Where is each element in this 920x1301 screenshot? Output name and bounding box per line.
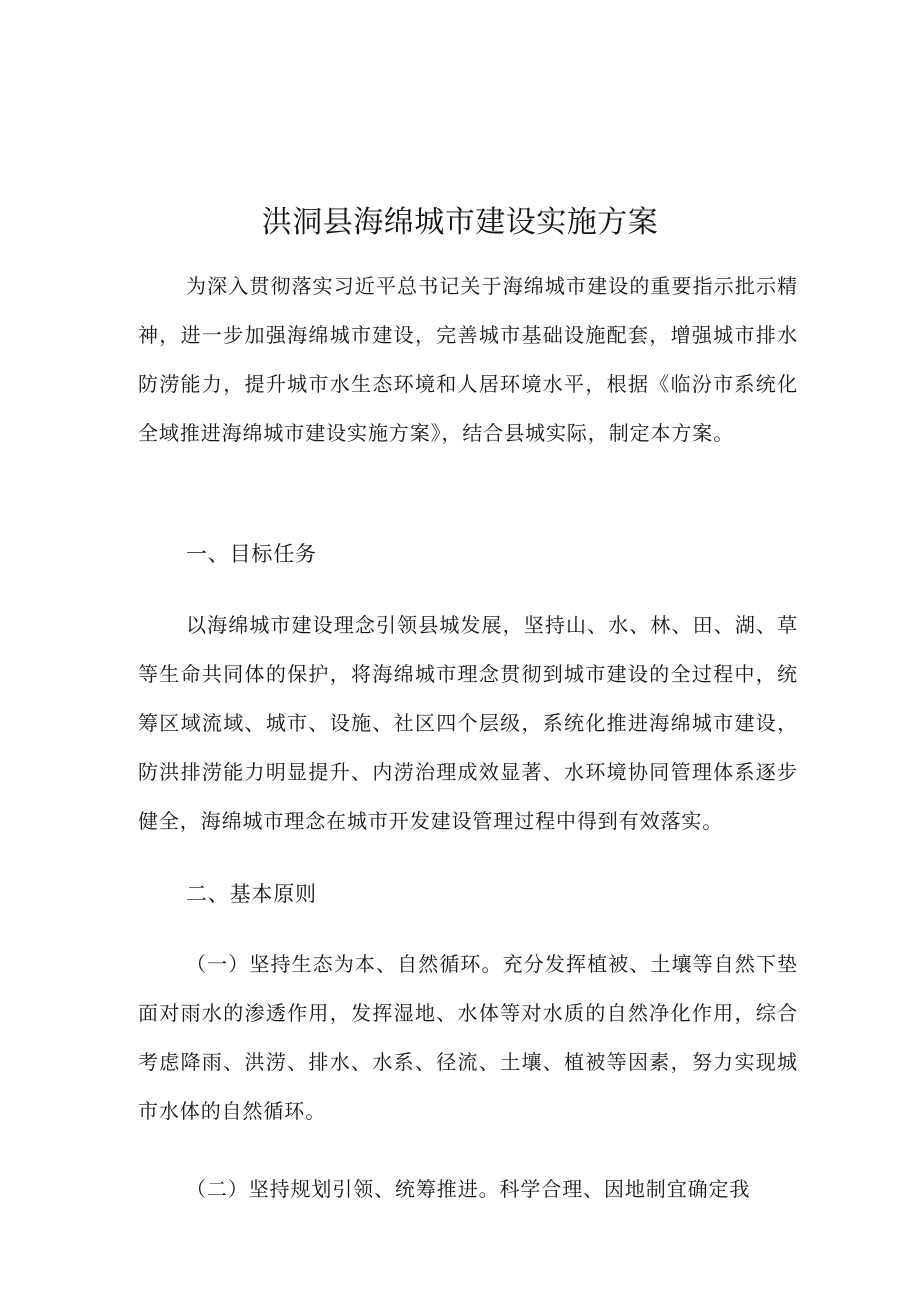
intro-paragraph: 为深入贯彻落实习近平总书记关于海绵城市建设的重要指示批示精神，进一步加强海绵城市建设，完善城市基础设施配套，增强城市排水防涝能力，提升城市水生态环境和人居环境水平，根据《临汾市系统化全域推进海绵城市建设实施方案》，结合县城实际，制定本方案。 — [138, 274, 798, 445]
section-heading-principles: 二、基本原则 — [186, 882, 317, 906]
principle-paragraph: （二）坚持规划引领、统筹推进。科学合理、因地制宜确定我 — [186, 1177, 751, 1201]
document-title: 洪洞县海绵城市建设实施方案 — [261, 205, 659, 241]
goals-paragraph: 以海绵城市建设理念引领县城发展，坚持山、水、林、田、湖、草等生命共同体的保护，将海绵城市理念贯彻到城市建设的全过程中，统筹区域流域、城市、设施、社区四个层级，系统化推进海绵城市建设，防洪排涝能力明显提升、内涝治理成效显著、水环境协同管理体系逐步健全，海绵城市理念在城市开发建设管理过程中得到有效落实。 — [138, 613, 798, 833]
principle-paragraph: （一）坚持生态为本、自然循环。充分发挥植被、土壤等自然下垫面对雨水的渗透作用，发挥湿地、水体等对水质的自然净化作用，综合考虑降雨、洪涝、排水、水系、径流、土壤、植被等因素，努力实现城市水体的自然循环。 — [138, 952, 798, 1123]
section-heading-goals: 一、目标任务 — [186, 542, 317, 566]
